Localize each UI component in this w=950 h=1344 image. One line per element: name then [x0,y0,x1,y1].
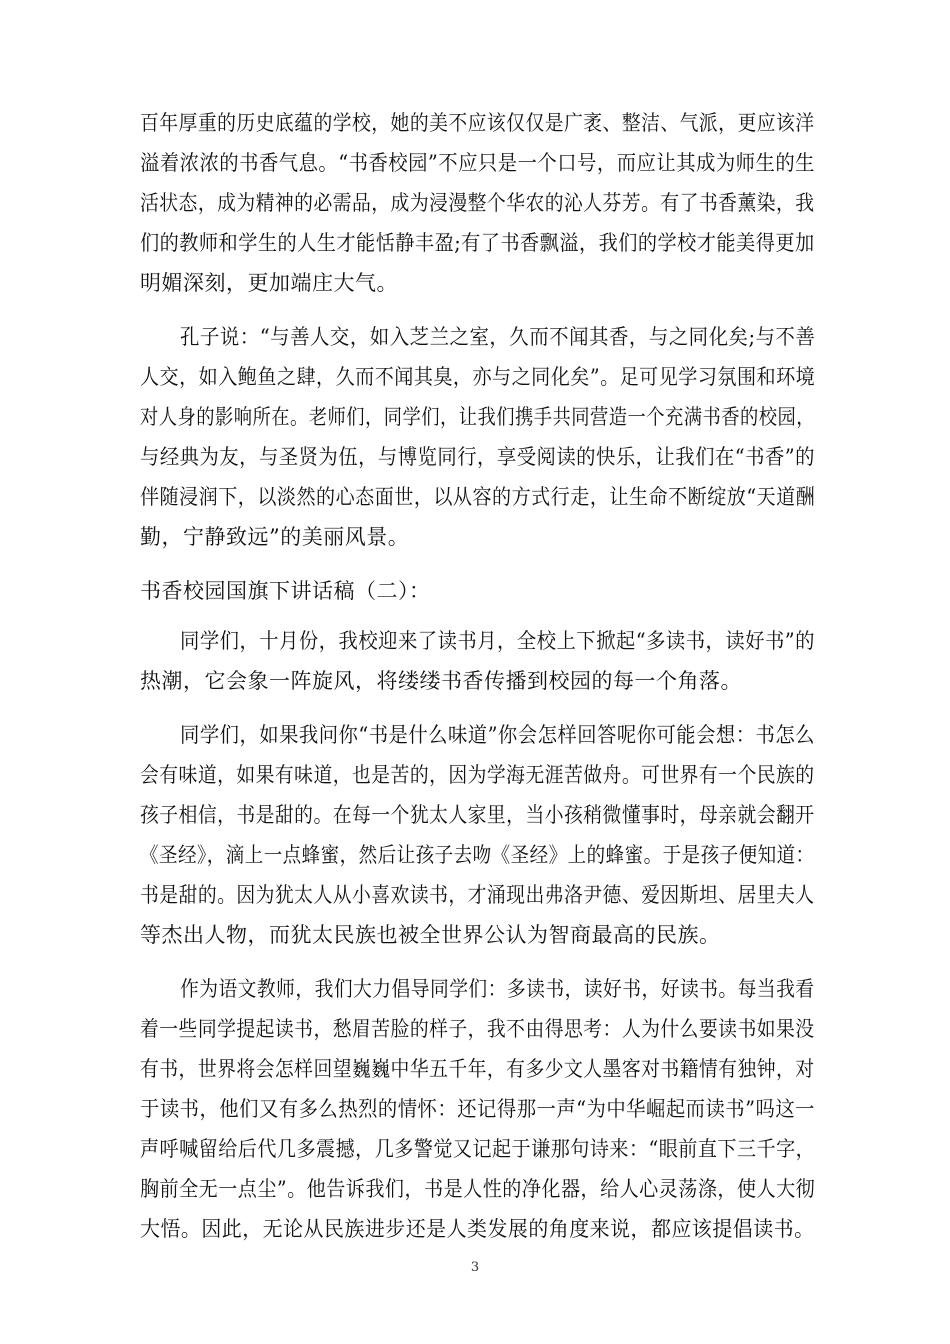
paragraph-2-line-4: 与经典为友，与圣贤为伍，与博览同行，享受阅读的快乐，让我们在“书香”的 [140,445,815,469]
paragraph-1-line-3: 活状态，成为精神的必需品，成为浸漫整个华农的沁人芬芳。有了书香薰染，我 [140,191,815,215]
paragraph-4-line-2: 会有味道，如果有味道，也是苦的，因为学海无涯苦做舟。可世界有一个民族的 [140,763,815,787]
paragraph-1-line-1: 百年厚重的历史底蕴的学校，她的美不应该仅仅是广袤、整洁、气派，更应该洋 [140,111,815,135]
paragraph-4-line-5: 书是甜的。因为犹太人从小喜欢读书，才涌现出弗洛尹德、爱因斯坦、居里夫人 [140,883,815,907]
paragraph-4-line-4: 《圣经》，滴上一点蜂蜜，然后让孩子去吻《圣经》上的蜂蜜。于是孩子便知道： [140,843,815,867]
paragraph-5-line-4: 于读书，他们又有多么热烈的情怀：还记得那一声“为中华崛起而读书”吗这一 [140,1097,815,1121]
paragraph-5-line-1: 作为语文教师，我们大力倡导同学们：多读书，读好书，好读书。每当我看 [180,977,815,1001]
paragraph-4-line-6: 等杰出人物，而犹太民族也被全世界公认为智商最高的民族。 [140,923,721,947]
paragraph-1-line-4: 们的教师和学生的人生才能恬静丰盈;有了书香飘溢，我们的学校才能美得更加 [140,231,815,255]
paragraph-4-line-1: 同学们，如果我问你“书是什么味道”你会怎样回答呢你可能会想：书怎么 [180,723,815,747]
paragraph-2-line-5: 伴随浸润下，以淡然的心态面世，以从容的方式行走，让生命不断绽放“天道酬 [140,485,816,509]
paragraph-5-line-2: 着一些同学提起读书，愁眉苦脸的样子，我不由得思考：人为什么要读书如果没 [140,1017,815,1041]
paragraph-5-line-3: 有书，世界将会怎样回望巍巍中华五千年，有多少文人墨客对书籍情有独钟，对 [140,1057,815,1081]
paragraph-2-line-1: 孔子说：“与善人交，如入芝兰之室，久而不闻其香，与之同化矣;与不善 [180,325,816,349]
paragraph-2-line-2: 人交，如入鲍鱼之肆，久而不闻其臭，亦与之同化矣”。足可见学习氛围和环境 [140,365,816,389]
paragraph-2-line-3: 对人身的影响所在。老师们，同学们，让我们携手共同营造一个充满书香的校园， [140,405,815,429]
paragraph-5-line-6: 胸前全无一点尘”。他告诉我们，书是人性的净化器，给人心灵荡涤，使人大彻 [140,1177,816,1201]
paragraph-5-line-7: 大悟。因此，无论从民族进步还是人类发展的角度来说，都应该提倡读书。 [140,1217,815,1241]
paragraph-3-line-2: 热潮，它会象一阵旋风，将缕缕书香传播到校园的每一个角落。 [140,669,742,693]
paragraph-4-line-3: 孩子相信，书是甜的。在每一个犹太人家里，当小孩稍微懂事时，母亲就会翻开 [140,803,815,827]
paragraph-1-line-5: 明媚深刻，更加端庄大气。 [140,271,398,295]
paragraph-3-line-1: 同学们，十月份，我校迎来了读书月，全校上下掀起“多读书，读好书”的 [180,629,815,653]
section-heading: 书香校园国旗下讲话稿（二）： [140,579,431,603]
page-number: 3 [470,1260,480,1275]
paragraph-2-line-6: 勤，宁静致远”的美丽风景。 [140,525,410,549]
paragraph-1-line-2: 溢着浓浓的书香气息。“书香校园”不应只是一个口号，而应让其成为师生的生 [140,151,815,175]
paragraph-5-line-5: 声呼喊留给后代几多震撼，几多警觉又记起于谦那句诗来：“眼前直下三千字， [140,1137,816,1161]
